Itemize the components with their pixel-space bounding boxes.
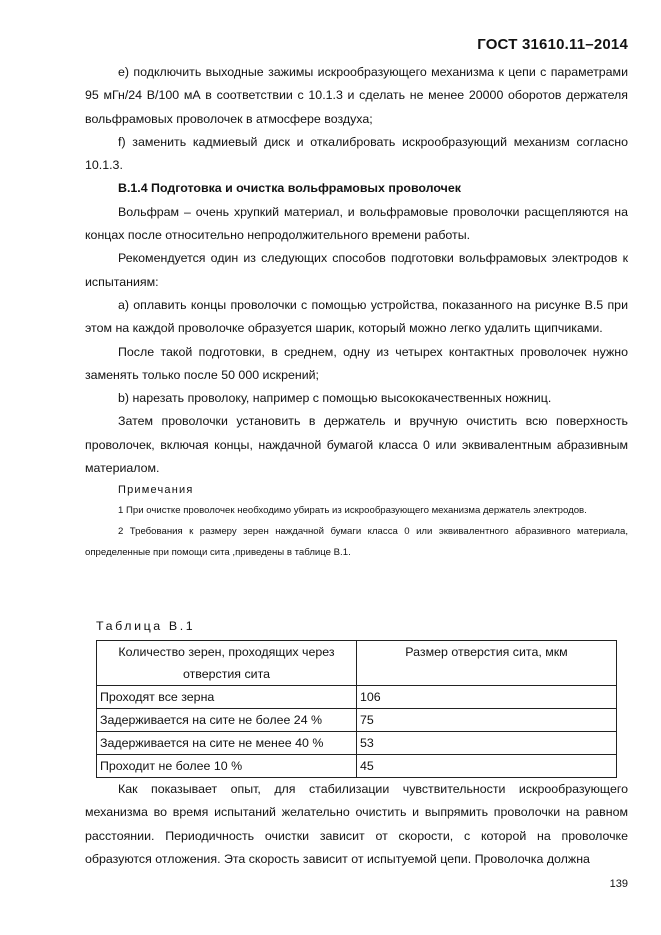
sieve-table [96,640,617,778]
table-cell: 53 [357,732,617,755]
table-row [97,732,617,755]
table-caption: Таблица В.1 [96,619,196,633]
table-cell: Проходят все зерна [97,686,357,709]
table-header-row [97,641,617,686]
notes-title: Примечания [118,484,194,497]
table-header-cell: Размер отверстия сита, мкм [357,641,617,686]
paragraph: Затем проволочки установить в держатель и вручную очистить всю поверхность проволочек, включая концы, наждачной бумагой класса 0 или эквивалентным абразивным материалом. [85,414,628,476]
section-heading: В.1.4 Подготовка и очистка вольфрамовых проволочек [118,181,461,196]
document-header: ГОСТ 31610.11–2014 [477,36,628,53]
table-row [97,686,617,709]
paragraph-item-f: f) заменить кадмиевый диск и откалибровать искрообразующий механизм согласно 10.1.3. [85,134,628,173]
table-cell: 106 [357,686,617,709]
paragraph: Как показывает опыт, для стабилизации чувствительности искрообразующего механизма во время испытаний желательно очистить и выпрямить проволочки на равном расстоянии. Периодичность очистки зависит от скорости, с которой на проволочке образуются отложения. Эта скорость зависит от испытуемой цепи. Проволочка должна [85,782,628,866]
paragraph-item-b: b) нарезать проволоку, например с помощью высококачественных ножниц. [118,391,552,406]
table-cell: Задерживается на сите не более 24 % [97,709,357,732]
table-cell: Проходит не более 10 % [97,755,357,778]
paragraph: После такой подготовки, в среднем, одну из четырех контактных проволочек нужно заменять только после 50 000 искрений; [85,344,628,382]
table-cell: 45 [357,755,617,778]
paragraph-item-a: а) оплавить концы проволочки с помощью устройства, показанного на рисунке В.5 при этом на каждой проволочке образуется шарик, который можно легко удалить щипчиками. [85,297,628,336]
page-number: 139 [609,878,628,890]
paragraph-item-e: е) подключить выходные зажимы искрообразующего механизма к цепи с параметрами 95 мГн/24 В/100 мА в соответствии с 10.1.3 и сделать не менее 20000 оборотов держателя вольфрамовых проволочек в атмосфере воздуха; [85,65,628,126]
table-cell: Задерживается на сите не менее 40 % [97,732,357,755]
text-after-table [85,778,628,871]
table-cell: 75 [357,709,617,732]
table-row [97,755,617,778]
paragraph: Вольфрам – очень хрупкий материал, и вольфрамовые проволочки расщепляются на концах после относительно непродолжительного времени работы. [85,204,628,243]
main-text [85,61,628,563]
table-row [97,709,617,732]
paragraph: Рекомендуется один из следующих способов подготовки вольфрамовых электродов к испытаниям: [85,251,628,289]
note-item: 2 Требования к размеру зерен наждачной бумаги класса 0 или эквивалентного абразивного материала, определенные при помощи сита ,приведены в таблице В.1. [85,526,628,559]
note-item: 1 При очистке проволочек необходимо убирать из искрообразующего механизма держатель электродов. [118,505,587,517]
table-header-cell: Количество зерен, проходящих через отверстия сита [97,641,357,686]
